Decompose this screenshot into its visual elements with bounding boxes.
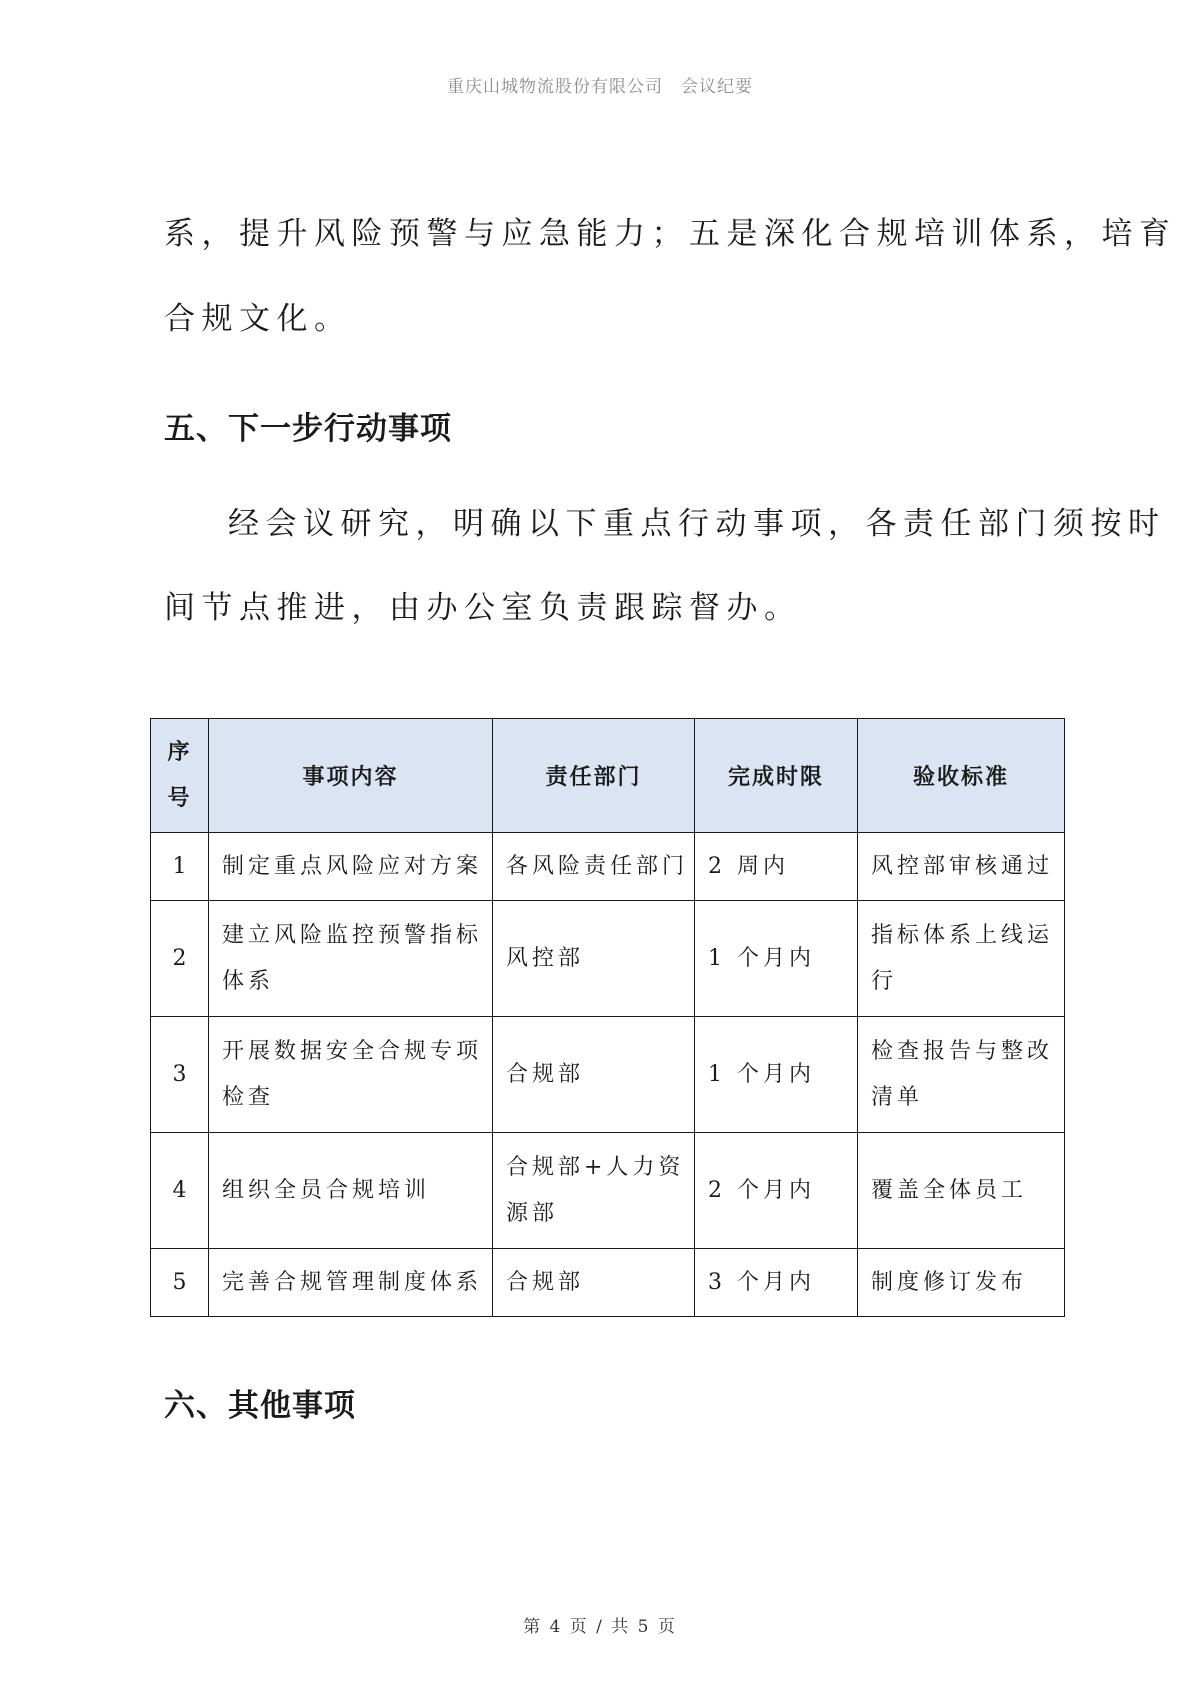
paragraph-line: 间节点推进，由办公室负责跟踪督办。 [164, 590, 802, 626]
row-index: 2 [151, 901, 209, 1017]
row-deadline: 3 个月内 [695, 1249, 858, 1317]
header-index-line2: 号 [167, 785, 192, 811]
paragraph-line: 系，提升风险预警与应急能力；五是深化合规培训体系，培育 [164, 216, 1177, 252]
page-number: 第 4 页 / 共 5 页 [523, 1617, 677, 1637]
row-dept: 合规部+人力资源部 [493, 1133, 695, 1249]
row-deadline: 1 个月内 [695, 901, 858, 1017]
row-criteria: 风控部审核通过 [858, 833, 1065, 901]
table-header-row [151, 719, 1065, 833]
page-header: 重庆山城物流股份有限公司 会议纪要 [447, 77, 753, 97]
row-index: 5 [151, 1249, 209, 1317]
header-criteria: 验收标准 [858, 719, 1065, 833]
header-content: 事项内容 [209, 719, 493, 833]
table-row [151, 1017, 1065, 1133]
row-dept: 合规部 [493, 1249, 695, 1317]
row-deadline: 2 周内 [695, 833, 858, 901]
row-dept: 风控部 [493, 901, 695, 1017]
row-index: 3 [151, 1017, 209, 1133]
row-content: 开展数据安全合规专项检查 [209, 1017, 493, 1133]
table-row [151, 1133, 1065, 1249]
row-index: 1 [151, 833, 209, 901]
row-criteria: 检查报告与整改清单 [858, 1017, 1065, 1133]
section-heading-5: 五、下一步行动事项 [164, 411, 452, 447]
row-criteria: 覆盖全体员工 [858, 1133, 1065, 1249]
row-index: 4 [151, 1133, 209, 1249]
header-index-line1: 序 [167, 739, 192, 765]
row-content: 完善合规管理制度体系 [209, 1249, 493, 1317]
row-deadline: 2 个月内 [695, 1133, 858, 1249]
row-criteria: 指标体系上线运行 [858, 901, 1065, 1017]
table-row [151, 901, 1065, 1017]
table-row [151, 833, 1065, 901]
row-content: 建立风险监控预警指标体系 [209, 901, 493, 1017]
header-index [151, 719, 209, 833]
table-row [151, 1249, 1065, 1317]
paragraph-line: 经会议研究，明确以下重点行动事项，各责任部门须按时 [228, 506, 1166, 542]
row-dept: 合规部 [493, 1017, 695, 1133]
row-content: 制定重点风险应对方案 [209, 833, 493, 901]
row-criteria: 制度修订发布 [858, 1249, 1065, 1317]
header-deadline: 完成时限 [695, 719, 858, 833]
section-heading-6: 六、其他事项 [164, 1388, 356, 1424]
row-content: 组织全员合规培训 [209, 1133, 493, 1249]
paragraph-line: 合规文化。 [164, 301, 352, 337]
row-deadline: 1 个月内 [695, 1017, 858, 1133]
row-dept: 各风险责任部门 [493, 833, 695, 901]
header-dept: 责任部门 [493, 719, 695, 833]
action-items-table [150, 718, 1065, 1317]
